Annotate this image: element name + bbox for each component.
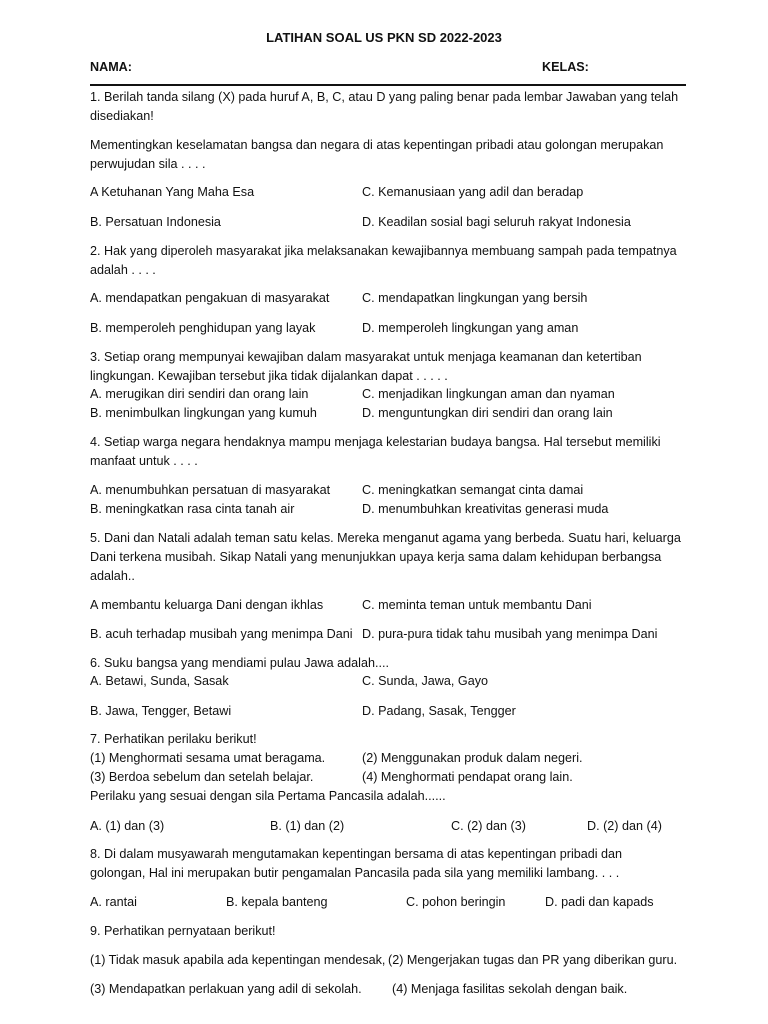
question-7-option-d: D. (2) dan (4) — [587, 819, 662, 833]
question-3-option-c: C. menjadikan lingkungan aman dan nyaman — [362, 387, 615, 401]
question-1-option-c: C. Kemanusiaan yang adil dan beradap — [362, 185, 584, 199]
name-label: NAMA: — [90, 60, 132, 74]
question-6-option-c: C. Sunda, Jawa, Gayo — [362, 674, 489, 688]
question-8-option-d: D. padi dan kapads — [545, 895, 654, 909]
question-2-option-c: C. mendapatkan lingkungan yang bersih — [362, 291, 588, 305]
question-8-option-b: B. kepala banteng — [226, 895, 328, 909]
question-4-option-a: A. menumbuhkan persatuan di masyarakat — [90, 483, 331, 497]
question-1-option-b: B. Persatuan Indonesia — [90, 215, 221, 229]
question-8-option-a: A. rantai — [90, 895, 137, 909]
question-4-option-d: D. menumbuhkan kreativitas generasi muda — [362, 502, 609, 516]
question-7-item-3: (3) Berdoa sebelum dan setelah belajar. — [90, 770, 314, 784]
question-3-option-d: D. menguntungkan diri sendiri dan orang lain — [362, 406, 613, 420]
class-label: KELAS: — [542, 60, 589, 74]
question-6-option-b: B. Jawa, Tengger, Betawi — [90, 704, 232, 718]
question-9-line-1: 9. Perhatikan pernyataan berikut! — [90, 924, 276, 938]
question-5-option-c: C. meminta teman untuk membantu Dani — [362, 598, 592, 612]
question-4-option-c: C. meningkatkan semangat cinta damai — [362, 483, 584, 497]
question-8-option-c: C. pohon beringin — [406, 895, 506, 909]
question-1-option-d: D. Keadilan sosial bagi seluruh rakyat Indonesia — [362, 215, 631, 229]
question-1-stem-line-1: Mementingkan keselamatan bangsa dan negara di atas kepentingan pribadi atau golongan merupakan — [90, 138, 664, 152]
page-title: LATIHAN SOAL US PKN SD 2022-2023 — [266, 30, 502, 45]
question-3-line-1: 3. Setiap orang mempunyai kewajiban dalam masyarakat untuk menjaga keamanan dan ketertiban — [90, 350, 642, 364]
question-9-item-4: (4) Menjaga fasilitas sekolah dengan baik. — [392, 982, 628, 996]
question-2-option-b: B. memperoleh penghidupan yang layak — [90, 321, 316, 335]
question-5-option-d: D. pura-pura tidak tahu musibah yang menimpa Dani — [362, 627, 658, 641]
question-7-stem: Perilaku yang sesuai dengan sila Pertama Pancasila adalah...... — [90, 789, 446, 803]
question-1-instruction-line-2: disediakan! — [90, 109, 154, 123]
question-1-option-a: A Ketuhanan Yang Maha Esa — [90, 185, 255, 199]
question-9-item-1: (1) Tidak masuk apabila ada kepentingan mendesak, — [90, 953, 386, 967]
question-3-option-b: B. menimbulkan lingkungan yang kumuh — [90, 406, 317, 420]
question-7-line-1: 7. Perhatikan perilaku berikut! — [90, 732, 257, 746]
question-7-option-c: C. (2) dan (3) — [451, 819, 526, 833]
question-4-line-2: manfaat untuk . . . . — [90, 454, 198, 468]
question-7-item-1: (1) Menghormati sesama umat beragama. — [90, 751, 326, 765]
question-5-line-1: 5. Dani dan Natali adalah teman satu kelas. Mereka menganut agama yang berbeda. Suatu hari, keluarga — [90, 531, 681, 545]
question-8-line-1: 8. Di dalam musyawarah mengutamakan kepentingan bersama di atas kepentingan pribadi dan — [90, 847, 623, 861]
question-6-option-a: A. Betawi, Sunda, Sasak — [90, 674, 229, 688]
question-7-item-4: (4) Menghormati pendapat orang lain. — [362, 770, 573, 784]
question-9-item-2: (2) Mengerjakan tugas dan PR yang diberikan guru. — [388, 953, 678, 967]
question-7-item-2: (2) Menggunakan produk dalam negeri. — [362, 751, 583, 765]
question-5-option-b: B. acuh terhadap musibah yang menimpa Dani — [90, 627, 353, 641]
header-divider — [90, 84, 686, 86]
question-2-option-a: A. mendapatkan pengakuan di masyarakat — [90, 291, 330, 305]
question-3-line-2: lingkungan. Kewajiban tersebut jika tidak dijalankan dapat . . . . . — [90, 369, 448, 383]
question-5-line-2: Dani terkena musibah. Sikap Natali yang menunjukkan upaya kerja sama dalam kehidupan berbangsa — [90, 550, 662, 564]
question-7-option-b: B. (1) dan (2) — [270, 819, 345, 833]
question-4-line-1: 4. Setiap warga negara hendaknya mampu menjaga kelestarian budaya bangsa. Hal tersebut memiliki — [90, 435, 661, 449]
question-6-option-d: D. Padang, Sasak, Tengger — [362, 704, 516, 718]
question-6-line-1: 6. Suku bangsa yang mendiami pulau Jawa adalah.... — [90, 656, 389, 670]
question-7-option-a: A. (1) dan (3) — [90, 819, 165, 833]
question-3-option-a: A. merugikan diri sendiri dan orang lain — [90, 387, 309, 401]
question-5-option-a: A membantu keluarga Dani dengan ikhlas — [90, 598, 324, 612]
question-4-option-b: B. meningkatkan rasa cinta tanah air — [90, 502, 295, 516]
question-2-line-1: 2. Hak yang diperoleh masyarakat jika melaksanakan kewajibannya membuang sampah pada tempatnya — [90, 244, 677, 258]
question-9-item-3: (3) Mendapatkan perlakuan yang adil di sekolah. — [90, 982, 362, 996]
question-1-stem-line-2: perwujudan sila . . . . — [90, 157, 206, 171]
question-2-line-2: adalah . . . . — [90, 263, 156, 277]
question-1-instruction-line-1: 1. Berilah tanda silang (X) pada huruf A, B, C, atau D yang paling benar pada lembar Jawaban yang telah — [90, 90, 679, 104]
question-8-line-2: golongan, Hal ini merupakan butir pengamalan Pancasila pada sila yang memiliki lambang. . . . — [90, 866, 620, 880]
question-5-line-3: adalah.. — [90, 569, 135, 583]
question-2-option-d: D. memperoleh lingkungan yang aman — [362, 321, 579, 335]
